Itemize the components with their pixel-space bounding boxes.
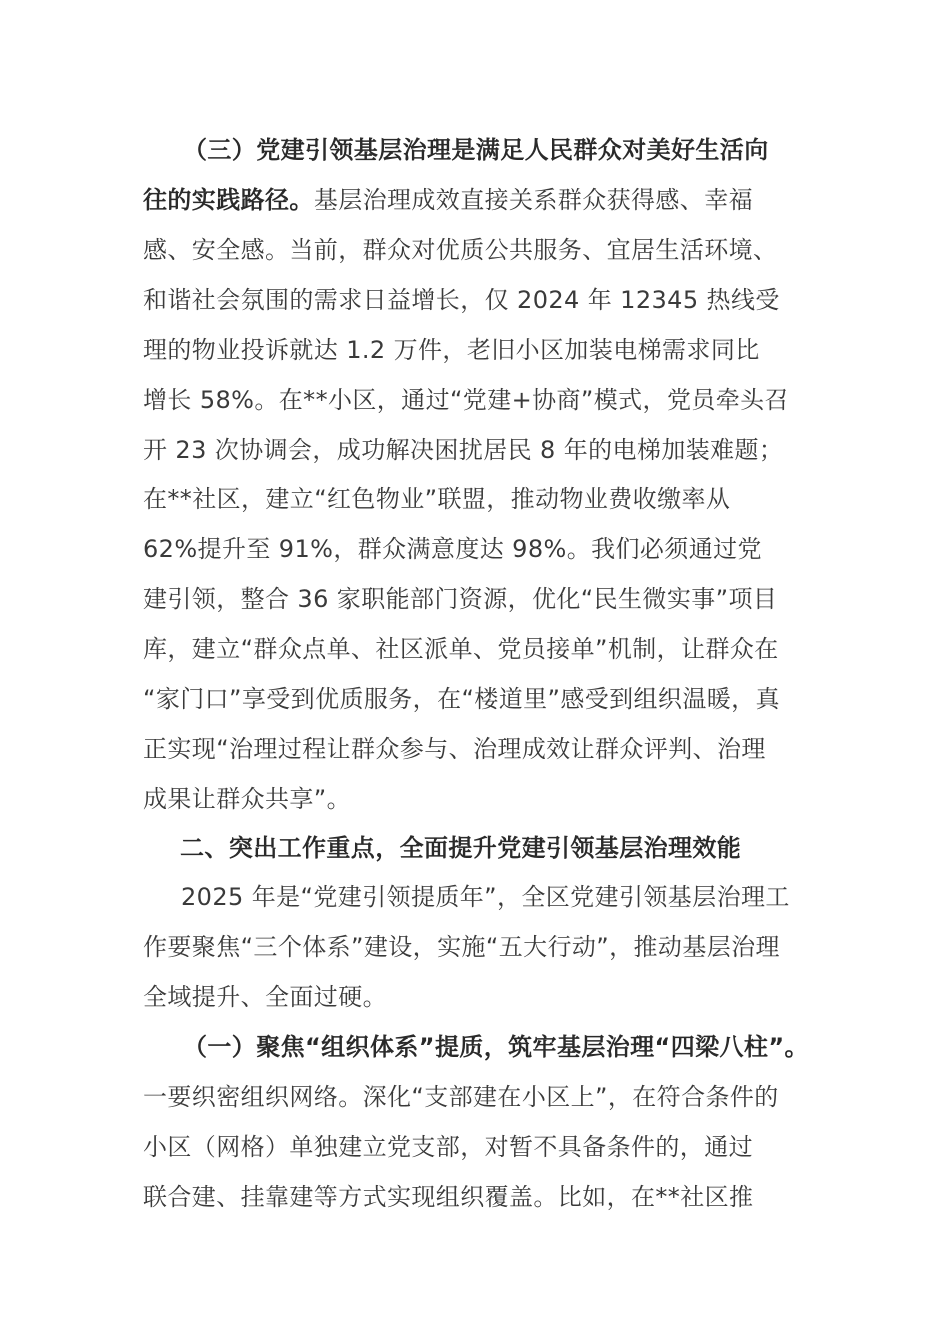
text-line [143, 729, 766, 769]
text-run: 正实现“治理过程让群众参与、治理成效让群众评判、治理 [143, 735, 766, 763]
text-run: 库，建立“群众点单、社区派单、党员接单”机制，让群众在 [143, 635, 779, 663]
text-run: 成果让群众共享”。 [143, 785, 352, 813]
text-line [143, 679, 780, 719]
text-line [143, 977, 387, 1017]
text-run: 全域提升、全面过硬。 [143, 983, 387, 1011]
text-run: 作要聚焦“三个体系”建设，实施“五大行动”，推动基层治理 [143, 933, 780, 961]
text-line [183, 130, 769, 170]
bold-text-run: （一）聚焦“组织体系”提质，筑牢基层治理“四梁八柱”。 [183, 1033, 809, 1061]
text-run: 小区（网格）单独建立党支部，对暂不具备条件的，通过 [143, 1133, 753, 1161]
text-run: 增长 58%。在**小区，通过“党建+协商”模式，党员牵头召 [143, 386, 789, 414]
text-line [143, 779, 351, 819]
text-line [143, 1077, 779, 1117]
text-line [180, 828, 741, 868]
text-run: 在**社区，建立“红色物业”联盟，推动物业费收缴率从 [143, 485, 731, 513]
text-run: 2025 年是“党建引领提质年”，全区党建引领基层治理工 [181, 883, 790, 911]
text-line [143, 579, 777, 619]
text-line [143, 1127, 753, 1167]
bold-text-run: 二、突出工作重点，全面提升党建引领基层治理效能 [180, 834, 742, 862]
text-run: 感、安全感。当前，群众对优质公共服务、宜居生活环境、 [143, 236, 778, 264]
text-line [143, 380, 789, 420]
text-line [143, 330, 760, 370]
text-line [143, 430, 783, 470]
bold-text-run: 往的实践路径。 [143, 186, 314, 214]
text-run: 和谐社会氛围的需求日益增长，仅 2024 年 12345 热线受 [143, 286, 780, 314]
text-line [181, 877, 790, 917]
text-line [143, 479, 730, 519]
text-line [143, 280, 780, 320]
text-line [143, 230, 777, 270]
text-run: 联合建、挂靠建等方式实现组织覆盖。比如，在**社区推 [143, 1183, 754, 1211]
text-line [143, 1177, 753, 1217]
text-line [143, 529, 762, 569]
text-line [143, 180, 753, 220]
text-run: 建引领，整合 36 家职能部门资源，优化“民生微实事”项目 [143, 585, 778, 613]
text-line [143, 629, 779, 669]
bold-text-run: （三）党建引领基层治理是满足人民群众对美好生活向 [183, 136, 769, 164]
text-run: 62%提升至 91%，群众满意度达 98%。我们必须通过党 [143, 535, 762, 563]
text-run: 开 23 次协调会，成功解决困扰居民 8 年的电梯加装难题； [143, 436, 784, 464]
text-line [143, 927, 780, 967]
text-run: 理的物业投诉就达 1.2 万件，老旧小区加装电梯需求同比 [143, 336, 760, 364]
text-run: 基层治理成效直接关系群众获得感、幸福 [313, 186, 754, 214]
text-line [183, 1027, 809, 1067]
text-run: “家门口”享受到优质服务，在“楼道里”感受到组织温暖，真 [143, 685, 780, 713]
text-run: 一要织密组织网络。深化“支部建在小区上”，在符合条件的 [143, 1083, 779, 1111]
